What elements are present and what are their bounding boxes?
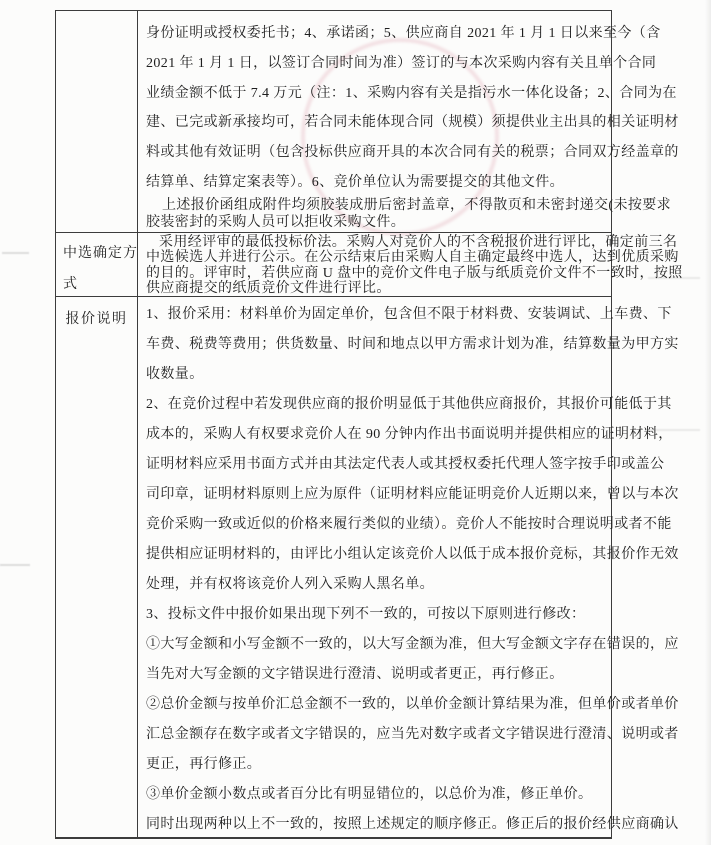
text-line: 采用经评审的最低投标价法。采购人对竞价人的不含税报价进行评比，确定前三名 [159, 235, 678, 250]
text-line: 提供相应证明材料的，由评比小组认定该竞价人以低于成本报价竞标，其报价作无效 [146, 547, 679, 562]
scan-artifact-mark [0, 564, 30, 566]
text-line: 上述报价函组成附件均须胶装成册后密封盖章，不得散页和未密封递交(未按要求 [162, 197, 672, 213]
text-line: 汇总金额存在数字或者文字错误的，应当先对数字或者文字错误进行澄清、说明或者 [146, 727, 679, 742]
paragraph-bid-document-requirements [146, 19, 679, 198]
scan-artifact-mark [2, 252, 29, 254]
text-line: 2、在竞价过程中若发现供应商的报价明显低于其他供应商报价，其报价可能低于其 [146, 397, 672, 412]
text-line: 2021 年 1 月 1 日，以签订合同时间为准）签订的与本次采购内容有关且单个合同 [146, 55, 657, 71]
text-line: 建、已完或新承接均可，若合同未能体现合同（规模）须提供业主出具的相关证明材 [146, 115, 679, 131]
text-line: 1、报价采用：材料单价为固定单价，包含但不限于材料费、安装调试、上车费、下 [146, 307, 672, 322]
procurement-terms-table [55, 10, 683, 839]
text-line: 车费、税费等费用；供货数量、时间和地点以甲方需求计划为准，结算数量为甲方实 [146, 337, 679, 352]
page-edge-shadow [705, 0, 711, 845]
text-line: 更正，再行修正。 [146, 757, 262, 772]
text-line: 处理，并有权将该竞价人列入采购人黑名单。 [146, 577, 434, 592]
table-row-bid-documents-continued [56, 11, 679, 233]
text-line: ②总价金额与按单价汇总金额不一致的，以单价金额计算结果为准，但单价或者单价 [146, 697, 679, 712]
row-content-selection-method [138, 233, 689, 296]
table-row-quotation-notes [56, 297, 679, 837]
text-line: 式 [63, 277, 78, 292]
text-line: 结算单、结算定案表等）。6、竞价单位认为需要提交的其他文件。 [146, 174, 564, 190]
text-line: ①大写金额和小写金额不一致的，以大写金额为准，但大写金额文字存在错误的，应 [146, 637, 679, 652]
text-line: 3、投标文件中报价如果出现下列不一致的，可按以下原则进行修改： [146, 607, 586, 622]
text-line: 料或其他有效证明（包含投标供应商开具的本次合同有关的税票；合同双方经盖章的 [146, 145, 679, 161]
text-line: 中选确定方 [63, 246, 138, 261]
text-line: 供应商提交的纸质竞价文件进行评比。 [146, 281, 391, 297]
text-line: 业绩金额不低于 7.4 万元（注：1、采购内容有关是指污水一体化设备；2、合同为在 [146, 85, 677, 101]
text-line: 的目的。评审时，若供应商 U 盘中的竞价文件电子版与纸质竞价文件不一致时，按照 [146, 265, 683, 281]
table-row-selection-method [56, 233, 683, 297]
text-line: 同时出现两种以上不一致的，按照上述规定的顺序修正。修正后的报价经供应商确认 [146, 817, 679, 832]
text-line: 身份证明或授权委托书；4、承诺函；5、供应商自 2021 年 1 月 1 日以来至今（含 [146, 26, 661, 41]
text-line: 竞价采购一致或近似的价格来履行类似的业绩）。竞价人不能按时合理说明或者不能 [146, 517, 672, 532]
text-line: 中选候选人并进行公示。在公示结束后由采购人自主确定最终中选人，达到优质采购 [146, 250, 679, 266]
text-line: 司印章，证明材料原则上应为原件（证明材料应能证明竞价人近期以来，曾以与本次 [146, 487, 679, 502]
text-line: 收数量。 [146, 367, 204, 382]
text-line: ③单价金额小数点或者百分比有明显错位的，以总价为准，修正单价。 [146, 787, 593, 802]
row-label-empty [56, 11, 138, 232]
row-content-quotation-notes [138, 297, 685, 837]
paragraph-selection-method [146, 235, 683, 297]
text-line: 胶装密封的采购人员可以拒收采购文件。 [146, 214, 406, 230]
row-content-bid-documents [138, 11, 685, 232]
text-line: 证明材料应采用书面方式并由其法定代表人或其授权委托代理人签字按手印或盖公 [146, 457, 665, 472]
row-label-selection-method [56, 233, 138, 296]
paragraph-quotation-rules [146, 300, 679, 840]
paragraph-binding-sealing-note [146, 198, 679, 232]
row-label-quotation-notes: 报价说明 [56, 297, 138, 837]
text-line: 成本的，采购人有权要求竞价人在 90 分钟内作出书面说明并提供相应的证明材料， [146, 427, 673, 442]
text-line: 当先对大写金额的文字错误进行澄清、说明或者更正，再行修正。 [146, 667, 564, 682]
